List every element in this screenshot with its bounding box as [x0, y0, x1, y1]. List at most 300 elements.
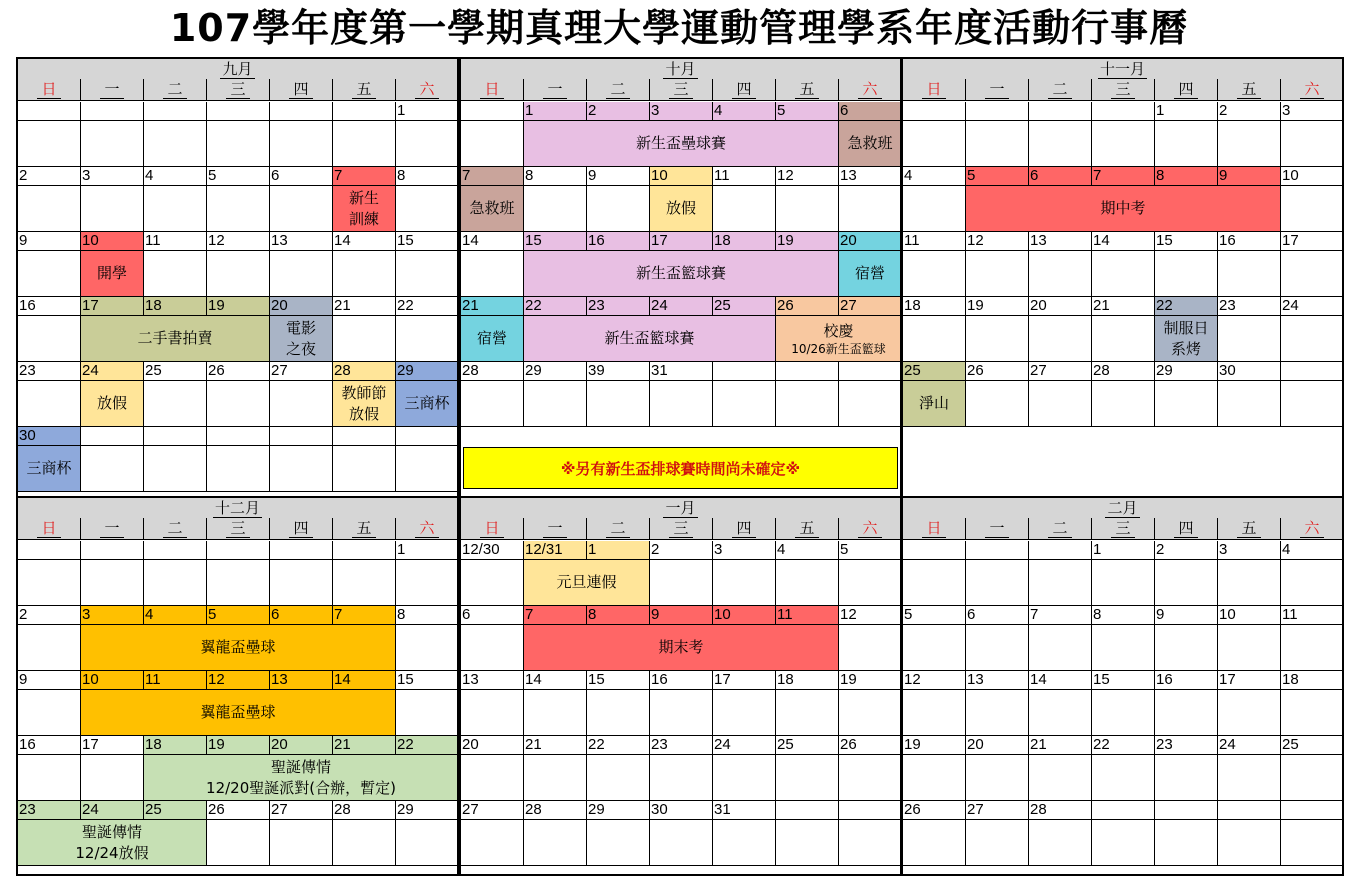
day-cell: [1029, 102, 1092, 167]
event-block[interactable]: [524, 121, 839, 166]
day-number: 23: [651, 736, 668, 753]
day-cell: [839, 606, 902, 671]
day-number: 19: [967, 297, 984, 314]
event-label: 放假: [96, 394, 127, 412]
day-cell: [144, 541, 207, 606]
day-cell: [396, 297, 459, 362]
day-cell: [1029, 606, 1092, 671]
weekday-label: 五: [352, 80, 375, 99]
day-number-divider: [396, 819, 458, 820]
day-number-divider: [207, 120, 269, 121]
month-panel: [459, 57, 902, 498]
day-number-divider: [1155, 819, 1217, 820]
day-number: 12: [840, 606, 857, 623]
day-number: 19: [208, 297, 225, 314]
day-number: 28: [1093, 362, 1110, 379]
day-cell: [650, 671, 713, 736]
day-number: 13: [840, 167, 857, 184]
day-cell: [1029, 297, 1092, 362]
day-number: 24: [82, 362, 99, 379]
event-block[interactable]: [81, 690, 396, 735]
day-number: 3: [1282, 102, 1291, 119]
event-label: 放假: [665, 199, 696, 217]
day-number: 1: [1093, 541, 1102, 558]
day-cell: [1092, 232, 1155, 297]
day-number-divider: [1092, 624, 1154, 625]
weekday-header: [81, 518, 144, 540]
day-number: 26: [967, 362, 984, 379]
day-cell: [966, 801, 1029, 866]
event-block[interactable]: [144, 755, 459, 800]
day-number: 13: [271, 232, 288, 249]
weekday-label: 五: [795, 519, 818, 538]
weekday-header: [1218, 79, 1281, 101]
day-number-divider: [524, 689, 586, 690]
day-number-divider: [270, 819, 332, 820]
day-cell: [81, 167, 144, 232]
day-cell: [1155, 736, 1218, 801]
weekday-header: [270, 79, 333, 101]
day-number-divider: [18, 754, 80, 755]
day-number-divider: [1218, 689, 1280, 690]
day-number-divider: [1218, 624, 1280, 625]
day-number-divider: [1092, 689, 1154, 690]
day-number: 14: [334, 232, 351, 249]
day-cell: [1281, 606, 1344, 671]
day-cell: [207, 541, 270, 606]
day-number: 23: [19, 801, 36, 818]
event-block[interactable]: [81, 625, 396, 670]
event-block[interactable]: [81, 316, 270, 361]
day-number: 3: [1219, 541, 1228, 558]
day-number: 13: [967, 671, 984, 688]
day-number: 21: [1093, 297, 1110, 314]
day-number: 19: [777, 232, 794, 249]
day-number: 28: [1030, 801, 1047, 818]
day-number: 7: [1093, 167, 1102, 184]
day-cell: [144, 427, 207, 492]
event-block[interactable]: [18, 446, 81, 491]
day-number: 8: [397, 606, 406, 623]
day-number: 4: [145, 606, 154, 623]
day-number-divider: [1155, 120, 1217, 121]
event-block[interactable]: [524, 251, 839, 296]
day-cell: [524, 671, 587, 736]
day-number: 25: [145, 801, 162, 818]
day-cell: [144, 232, 207, 297]
event-block[interactable]: [650, 186, 713, 231]
day-number: 14: [1093, 232, 1110, 249]
day-number-divider: [144, 559, 206, 560]
day-number-divider: [1029, 819, 1091, 820]
event-label: 新生盃籃球賽: [635, 264, 726, 282]
day-number-divider: [713, 559, 775, 560]
day-number: 11: [904, 232, 920, 249]
day-cell: [1218, 362, 1281, 427]
day-number: 14: [1030, 671, 1047, 688]
day-number: 25: [145, 362, 162, 379]
weekday-label: 一: [985, 80, 1008, 99]
page-title: 107學年度第一學期真理大學運動管理學系年度活動行事曆: [169, 6, 1189, 50]
weekday-label: 二: [1048, 519, 1071, 538]
day-number-divider: [966, 819, 1028, 820]
day-cell: [396, 167, 459, 232]
day-number-divider: [270, 250, 332, 251]
day-cell: [1218, 297, 1281, 362]
day-cell: [396, 232, 459, 297]
day-number-divider: [1092, 819, 1154, 820]
day-cell: [966, 671, 1029, 736]
event-block[interactable]: [18, 820, 207, 865]
day-number: 24: [1282, 297, 1299, 314]
event-block[interactable]: [461, 316, 524, 361]
day-number-divider: [18, 250, 80, 251]
day-number-divider: [903, 185, 965, 186]
month-name-text: 一月: [665, 499, 696, 517]
day-number: 21: [462, 297, 479, 314]
weekday-label: 一: [543, 80, 566, 99]
day-number-divider: [270, 380, 332, 381]
day-number: 29: [525, 362, 542, 379]
day-number: 8: [1156, 167, 1165, 184]
day-number-divider: [713, 689, 775, 690]
weekday-header: [207, 518, 270, 540]
day-number-divider: [18, 185, 80, 186]
event-block[interactable]: [81, 381, 144, 426]
day-number: 28: [334, 801, 351, 818]
weekday-label: 六: [1300, 80, 1323, 99]
day-number: 7: [334, 167, 343, 184]
day-cell: [1281, 102, 1344, 167]
day-number: 15: [1093, 671, 1110, 688]
day-cell: [650, 736, 713, 801]
event-label: 教師節 放假: [341, 383, 387, 423]
weekday-header: [1281, 79, 1344, 101]
day-cell: [270, 427, 333, 492]
day-number-divider: [1155, 559, 1217, 560]
event-label: 新生盃壘球賽: [635, 134, 726, 152]
day-number-divider: [713, 819, 775, 820]
day-cell: [650, 541, 713, 606]
day-cell: [776, 167, 839, 232]
day-number-divider: [1218, 250, 1280, 251]
day-number-divider: [839, 819, 901, 820]
day-number-divider: [1218, 754, 1280, 755]
day-cell: [333, 801, 396, 866]
event-label: 宿營: [476, 329, 507, 347]
day-number: 25: [1282, 736, 1299, 753]
day-number: 21: [525, 736, 542, 753]
day-number-divider: [1281, 380, 1343, 381]
weekday-label: 日: [480, 519, 503, 538]
event-label: 制服日 系烤: [1163, 318, 1209, 358]
day-number: 3: [651, 102, 660, 119]
day-number-divider: [1218, 380, 1280, 381]
day-number-divider: [81, 754, 143, 755]
day-cell: [270, 362, 333, 427]
event-label: 校慶: [823, 321, 854, 340]
day-cell: [966, 736, 1029, 801]
day-cell: [1281, 232, 1344, 297]
weekday-label: 四: [732, 80, 755, 99]
day-number-divider: [524, 754, 586, 755]
day-number-divider: [1092, 559, 1154, 560]
day-number-divider: [839, 754, 901, 755]
weekday-header: [81, 79, 144, 101]
month-name-text: 十月: [665, 60, 696, 78]
day-number-divider: [903, 624, 965, 625]
day-number: 6: [271, 606, 280, 623]
day-cell: [966, 362, 1029, 427]
day-number: 27: [967, 801, 984, 818]
event-block[interactable]: [966, 186, 1281, 231]
day-number: 11: [145, 671, 161, 688]
day-number: 4: [714, 102, 723, 119]
weekday-header: [1281, 518, 1344, 540]
day-number: 1: [588, 541, 597, 558]
day-cell: [1092, 541, 1155, 606]
day-cell: [18, 671, 81, 736]
day-number-divider: [1029, 120, 1091, 121]
day-number: 29: [397, 362, 414, 379]
day-number: 4: [145, 167, 154, 184]
day-cell: [587, 801, 650, 866]
day-number: 20: [271, 736, 288, 753]
day-number: 2: [19, 606, 28, 623]
weekday-label: 日: [37, 519, 60, 538]
day-number: 11: [145, 232, 161, 249]
weekday-label: 二: [163, 80, 186, 99]
day-number-divider: [207, 185, 269, 186]
day-number: 16: [19, 297, 36, 314]
day-number-divider: [524, 380, 586, 381]
day-number-divider: [333, 559, 395, 560]
day-number-divider: [903, 819, 965, 820]
day-cell: [333, 232, 396, 297]
day-number: 20: [462, 736, 479, 753]
day-cell: [18, 102, 81, 167]
day-number-divider: [650, 754, 712, 755]
day-number-divider: [144, 250, 206, 251]
day-number-divider: [461, 250, 523, 251]
event-block[interactable]: [333, 186, 396, 231]
weekday-header: [1092, 79, 1155, 101]
month-name-text: 十一月: [1099, 60, 1145, 78]
day-number-divider: [396, 250, 458, 251]
day-number: 21: [334, 736, 351, 753]
day-number-divider: [1155, 754, 1217, 755]
day-cell: [839, 671, 902, 736]
weekday-header: [1155, 518, 1218, 540]
day-number-divider: [81, 185, 143, 186]
day-cell: [207, 801, 270, 866]
notice-banner: ※另有新生盃排球賽時間尚未確定※: [463, 447, 898, 489]
day-cell: [839, 167, 902, 232]
day-number-divider: [270, 185, 332, 186]
day-number: 6: [967, 606, 976, 623]
event-sublabel: 10/26新生盃籃球: [791, 341, 886, 356]
day-cell: [270, 541, 333, 606]
day-number: 30: [19, 427, 36, 444]
day-number: 15: [588, 671, 605, 688]
day-cell: [81, 541, 144, 606]
weekday-label: 六: [415, 80, 438, 99]
day-cell: [966, 541, 1029, 606]
weekday-header: [966, 79, 1029, 101]
event-block[interactable]: [1155, 316, 1218, 361]
day-number: 13: [271, 671, 288, 688]
day-number: 26: [840, 736, 857, 753]
day-number-divider: [207, 559, 269, 560]
day-number: 11: [777, 606, 793, 623]
day-number-divider: [1029, 624, 1091, 625]
day-cell: [1155, 801, 1218, 866]
day-cell: [333, 541, 396, 606]
day-cell: [524, 362, 587, 427]
event-block[interactable]: [903, 381, 966, 426]
event-label: 新生 訓練: [348, 188, 379, 228]
month-name-text: 九月: [222, 60, 253, 78]
weekday-header: [903, 518, 966, 540]
weekday-header: [903, 79, 966, 101]
weekday-label: 三: [669, 519, 692, 538]
day-number-divider: [1155, 689, 1217, 690]
day-number-divider: [1218, 819, 1280, 820]
event-block[interactable]: [333, 381, 396, 426]
day-cell: [1218, 801, 1281, 866]
day-number-divider: [966, 559, 1028, 560]
day-number: 13: [462, 671, 479, 688]
day-number-divider: [903, 559, 965, 560]
day-number: 22: [397, 736, 414, 753]
day-number-divider: [966, 689, 1028, 690]
day-number-divider: [587, 185, 649, 186]
weekday-header: [1029, 79, 1092, 101]
day-cell: [1281, 167, 1344, 232]
day-number-divider: [839, 559, 901, 560]
day-number-divider: [333, 819, 395, 820]
day-cell: [587, 671, 650, 736]
day-cell: [333, 297, 396, 362]
day-number: 17: [1219, 671, 1236, 688]
event-label: 急救班: [469, 199, 515, 217]
day-cell: [18, 606, 81, 671]
day-number: 17: [82, 736, 99, 753]
day-cell: [903, 102, 966, 167]
weekday-header: [776, 518, 839, 540]
day-number: 9: [1156, 606, 1165, 623]
day-number-divider: [207, 445, 269, 446]
day-number: 23: [1156, 736, 1173, 753]
day-number-divider: [903, 120, 965, 121]
day-cell: [903, 167, 966, 232]
event-block[interactable]: [839, 251, 902, 296]
day-cell: [18, 232, 81, 297]
day-number: 31: [651, 362, 668, 379]
day-number: 1: [397, 102, 406, 119]
weekday-label: 三: [226, 80, 249, 99]
day-number-divider: [461, 689, 523, 690]
event-block[interactable]: [524, 625, 839, 670]
event-label: 聖誕傳情 12/24放假: [75, 822, 149, 862]
day-cell: [966, 297, 1029, 362]
month-name: [903, 59, 1342, 80]
day-number: 2: [1219, 102, 1228, 119]
event-block[interactable]: [461, 186, 524, 231]
day-cell: [1155, 541, 1218, 606]
event-block[interactable]: [81, 251, 144, 296]
day-cell: [524, 167, 587, 232]
day-number-divider: [966, 120, 1028, 121]
day-number-divider: [333, 315, 395, 316]
day-number: 23: [19, 362, 36, 379]
day-number-divider: [776, 185, 838, 186]
weekday-label: 一: [543, 519, 566, 538]
weekday-header: [966, 518, 1029, 540]
day-number: 11: [1282, 606, 1298, 623]
day-number-divider: [776, 559, 838, 560]
day-number-divider: [396, 315, 458, 316]
day-number-divider: [396, 185, 458, 186]
day-number: 26: [904, 801, 921, 818]
weekday-label: 日: [480, 80, 503, 99]
weekday-header: [1218, 518, 1281, 540]
day-cell: [333, 102, 396, 167]
day-number: 5: [208, 606, 217, 623]
day-number: 8: [397, 167, 406, 184]
day-number-divider: [776, 689, 838, 690]
weekday-label: 三: [1111, 519, 1134, 538]
day-number-divider: [1029, 754, 1091, 755]
day-number-divider: [1155, 380, 1217, 381]
day-number: 22: [1156, 297, 1173, 314]
event-block[interactable]: [524, 316, 776, 361]
day-number: 12: [208, 671, 225, 688]
month-panel: [459, 496, 902, 876]
day-number-divider: [270, 559, 332, 560]
event-block[interactable]: [839, 121, 902, 166]
day-cell: [1029, 736, 1092, 801]
day-cell: [396, 102, 459, 167]
day-cell: [524, 801, 587, 866]
day-cell: [144, 167, 207, 232]
day-number-divider: [903, 250, 965, 251]
day-cell: [207, 167, 270, 232]
day-cell: [461, 671, 524, 736]
event-block[interactable]: [396, 381, 459, 426]
weekday-label: 一: [100, 519, 123, 538]
event-block[interactable]: [776, 316, 902, 361]
day-cell: [1092, 102, 1155, 167]
day-number: 23: [1219, 297, 1236, 314]
day-number-divider: [396, 624, 458, 625]
event-block[interactable]: [524, 560, 650, 605]
day-cell: [1281, 736, 1344, 801]
day-cell: [713, 736, 776, 801]
day-number: 24: [82, 801, 99, 818]
event-label: 聖誕傳情 12/20聖誕派對(合辦，暫定): [206, 757, 396, 797]
day-number-divider: [903, 315, 965, 316]
day-number: 29: [1156, 362, 1173, 379]
day-cell: [776, 801, 839, 866]
day-number: 6: [840, 102, 849, 119]
day-cell: [1092, 801, 1155, 866]
day-cell: [1029, 801, 1092, 866]
day-number: 15: [397, 671, 414, 688]
event-block[interactable]: [270, 316, 333, 361]
day-number-divider: [1281, 120, 1343, 121]
day-cell: [144, 362, 207, 427]
